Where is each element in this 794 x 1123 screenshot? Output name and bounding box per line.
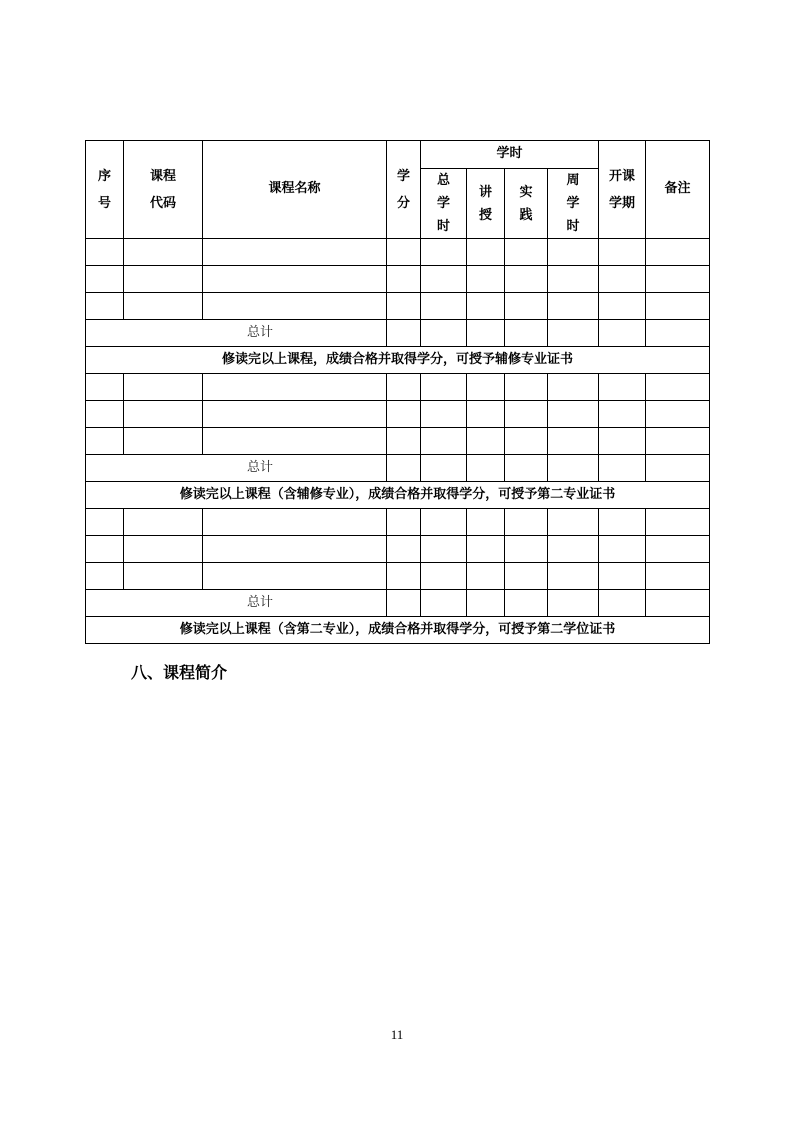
section-title: 八、课程简介 [131,663,228,682]
header-hours-group: 学时 [421,141,599,169]
total-label: 总计 [86,320,387,347]
total-label: 总计 [86,455,387,482]
table-row [86,266,710,293]
header-hours-weekly: 周 学 时 [548,169,599,239]
header-course-code: 课程 代码 [124,141,203,239]
table-row [86,293,710,320]
table-row [86,509,710,536]
header-row-1 [86,141,710,169]
total-label: 总计 [86,590,387,617]
table-row [86,563,710,590]
table-row [86,428,710,455]
note-row [86,617,710,644]
header-hours-practice: 实 践 [505,169,548,239]
header-credit: 学 分 [387,141,421,239]
course-table [85,140,710,644]
note-second-major-certificate: 修读完以上课程（含辅修专业），成绩合格并取得学分，可授予第二专业证书 [86,482,710,509]
note-second-degree-certificate: 修读完以上课程（含第二专业），成绩合格并取得学分，可授予第二学位证书 [86,617,710,644]
table-row [86,401,710,428]
total-row [86,455,710,482]
total-row [86,320,710,347]
note-minor-certificate: 修读完以上课程，成绩合格并取得学分，可授予辅修专业证书 [86,347,710,374]
header-course-name: 课程名称 [203,141,387,239]
table-row [86,536,710,563]
header-remark: 备注 [646,141,710,239]
header-hours-total: 总 学 时 [421,169,467,239]
header-hours-lecture: 讲 授 [467,169,505,239]
header-seq: 序 号 [86,141,124,239]
header-semester: 开课 学期 [599,141,646,239]
note-row [86,347,710,374]
table-row [86,239,710,266]
note-row [86,482,710,509]
page-number: 11 [390,1027,404,1042]
table-row [86,374,710,401]
total-row [86,590,710,617]
